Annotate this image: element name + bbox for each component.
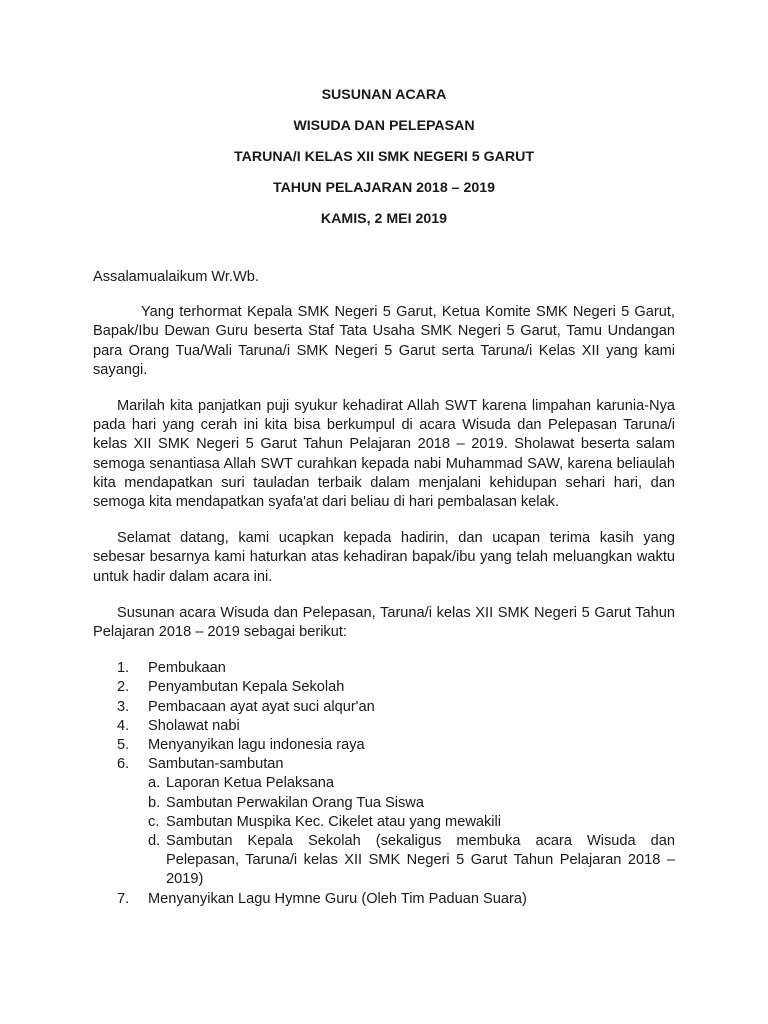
sublist-item-text: Sambutan Muspika Kec. Cikelet atau yang mewakili [166,813,502,830]
list-number: 7. [117,890,130,907]
list-number: 6. [117,756,130,773]
list-number: 5. [117,737,130,754]
sublist-item [148,774,675,793]
agenda-list [93,659,675,909]
paragraph-agenda-intro: Susunan acara Wisuda dan Pelepasan, Taruna/i kelas XII SMK Negeri 5 Garut Tahun Pelajaran 2018 – 2019 sebagai berikut: [93,604,675,641]
paragraph-welcome: Selamat datang, kami ucapkan kepada hadirin, dan ucapan terima kasih yang sebesar besarnya kami haturkan atas kehadiran bapak/ibu yang telah meluangkan waktu untuk hadir dalam acara ini. [93,530,675,585]
sublist-item [148,794,675,813]
list-item-text: Menyanyikan Lagu Hymne Guru (Oleh Tim Paduan Suara) [148,890,527,907]
list-item [93,678,675,697]
list-number: 3. [117,698,130,715]
list-item [93,659,675,678]
list-item-text: Menyanyikan lagu indonesia raya [148,737,365,754]
sublist-letter: b. [148,794,161,811]
document-page [93,86,675,909]
sublist-letter: d. [148,833,161,850]
list-item [93,736,675,755]
sublist-letter: c. [148,813,160,830]
sublist-item [148,832,675,890]
sublist-item-text: Sambutan Kepala Sekolah (sekaligus membuka acara Wisuda dan Pelepasan, Taruna/i kelas XII SMK Negeri 5 Garut Tahun Pelajaran 2018 – 2019) [166,833,675,888]
list-number: 1. [117,660,130,677]
greeting: Assalamualaikum Wr.Wb. [93,269,259,285]
sublist-letter: a. [148,775,161,792]
list-item [93,755,675,889]
sublist-item [148,813,675,832]
list-item [93,698,675,717]
list-number: 4. [117,717,130,734]
sambutan-sublist [148,774,675,889]
list-item [93,890,675,909]
list-item-text: Sambutan-sambutan [148,756,284,773]
sublist-item-text: Laporan Ketua Pelaksana [166,775,334,792]
document-heading [93,86,675,229]
heading-participants: TARUNA/I KELAS XII SMK NEGERI 5 GARUT [233,149,535,165]
heading-title: SUSUNAN ACARA [321,87,447,103]
heading-event: WISUDA DAN PELEPASAN [293,118,475,134]
heading-date: KAMIS, 2 MEI 2019 [320,211,448,227]
paragraph-gratitude: Marilah kita panjatkan puji syukur kehadirat Allah SWT karena limpahan karunia-Nya pada hari yang cerah ini kita bisa berkumpul di acara Wisuda dan Pelepasan Taruna/i kelas XII SMK Negeri 5 Garut Tahun Pelajaran 2018 – 2019. Sholawat beserta salam semoga senantiasa Allah SWT curahkan kepada nabi Muhammad SAW, karena beliaulah kita mendapatkan suri tauladan terbaik dalam menjalani kehidupan sehari hari, dan semoga kita mendapatkan syafa'at dari beliau di hari pembalasan kelak. [93,398,675,511]
sublist-item-text: Sambutan Perwakilan Orang Tua Siswa [166,794,424,811]
list-item [93,717,675,736]
list-item-text: Penyambutan Kepala Sekolah [148,679,345,696]
heading-academic-year: TAHUN PELAJARAN 2018 – 2019 [272,180,496,196]
list-item-text: Pembacaan ayat ayat suci alqur'an [148,698,375,715]
list-item-text: Pembukaan [148,660,226,677]
paragraph-salutation: Yang terhormat Kepala SMK Negeri 5 Garut, Ketua Komite SMK Negeri 5 Garut, Bapak/Ibu Dewan Guru beserta Staf Tata Usaha SMK Negeri 5 Garut, Tamu Undangan para Orang Tua/Wali Taruna/i SMK Negeri 5 Garut serta Taruna/i Kelas XII yang kami sayangi. [93,304,675,378]
list-number: 2. [117,679,130,696]
list-item-text: Sholawat nabi [148,717,240,734]
